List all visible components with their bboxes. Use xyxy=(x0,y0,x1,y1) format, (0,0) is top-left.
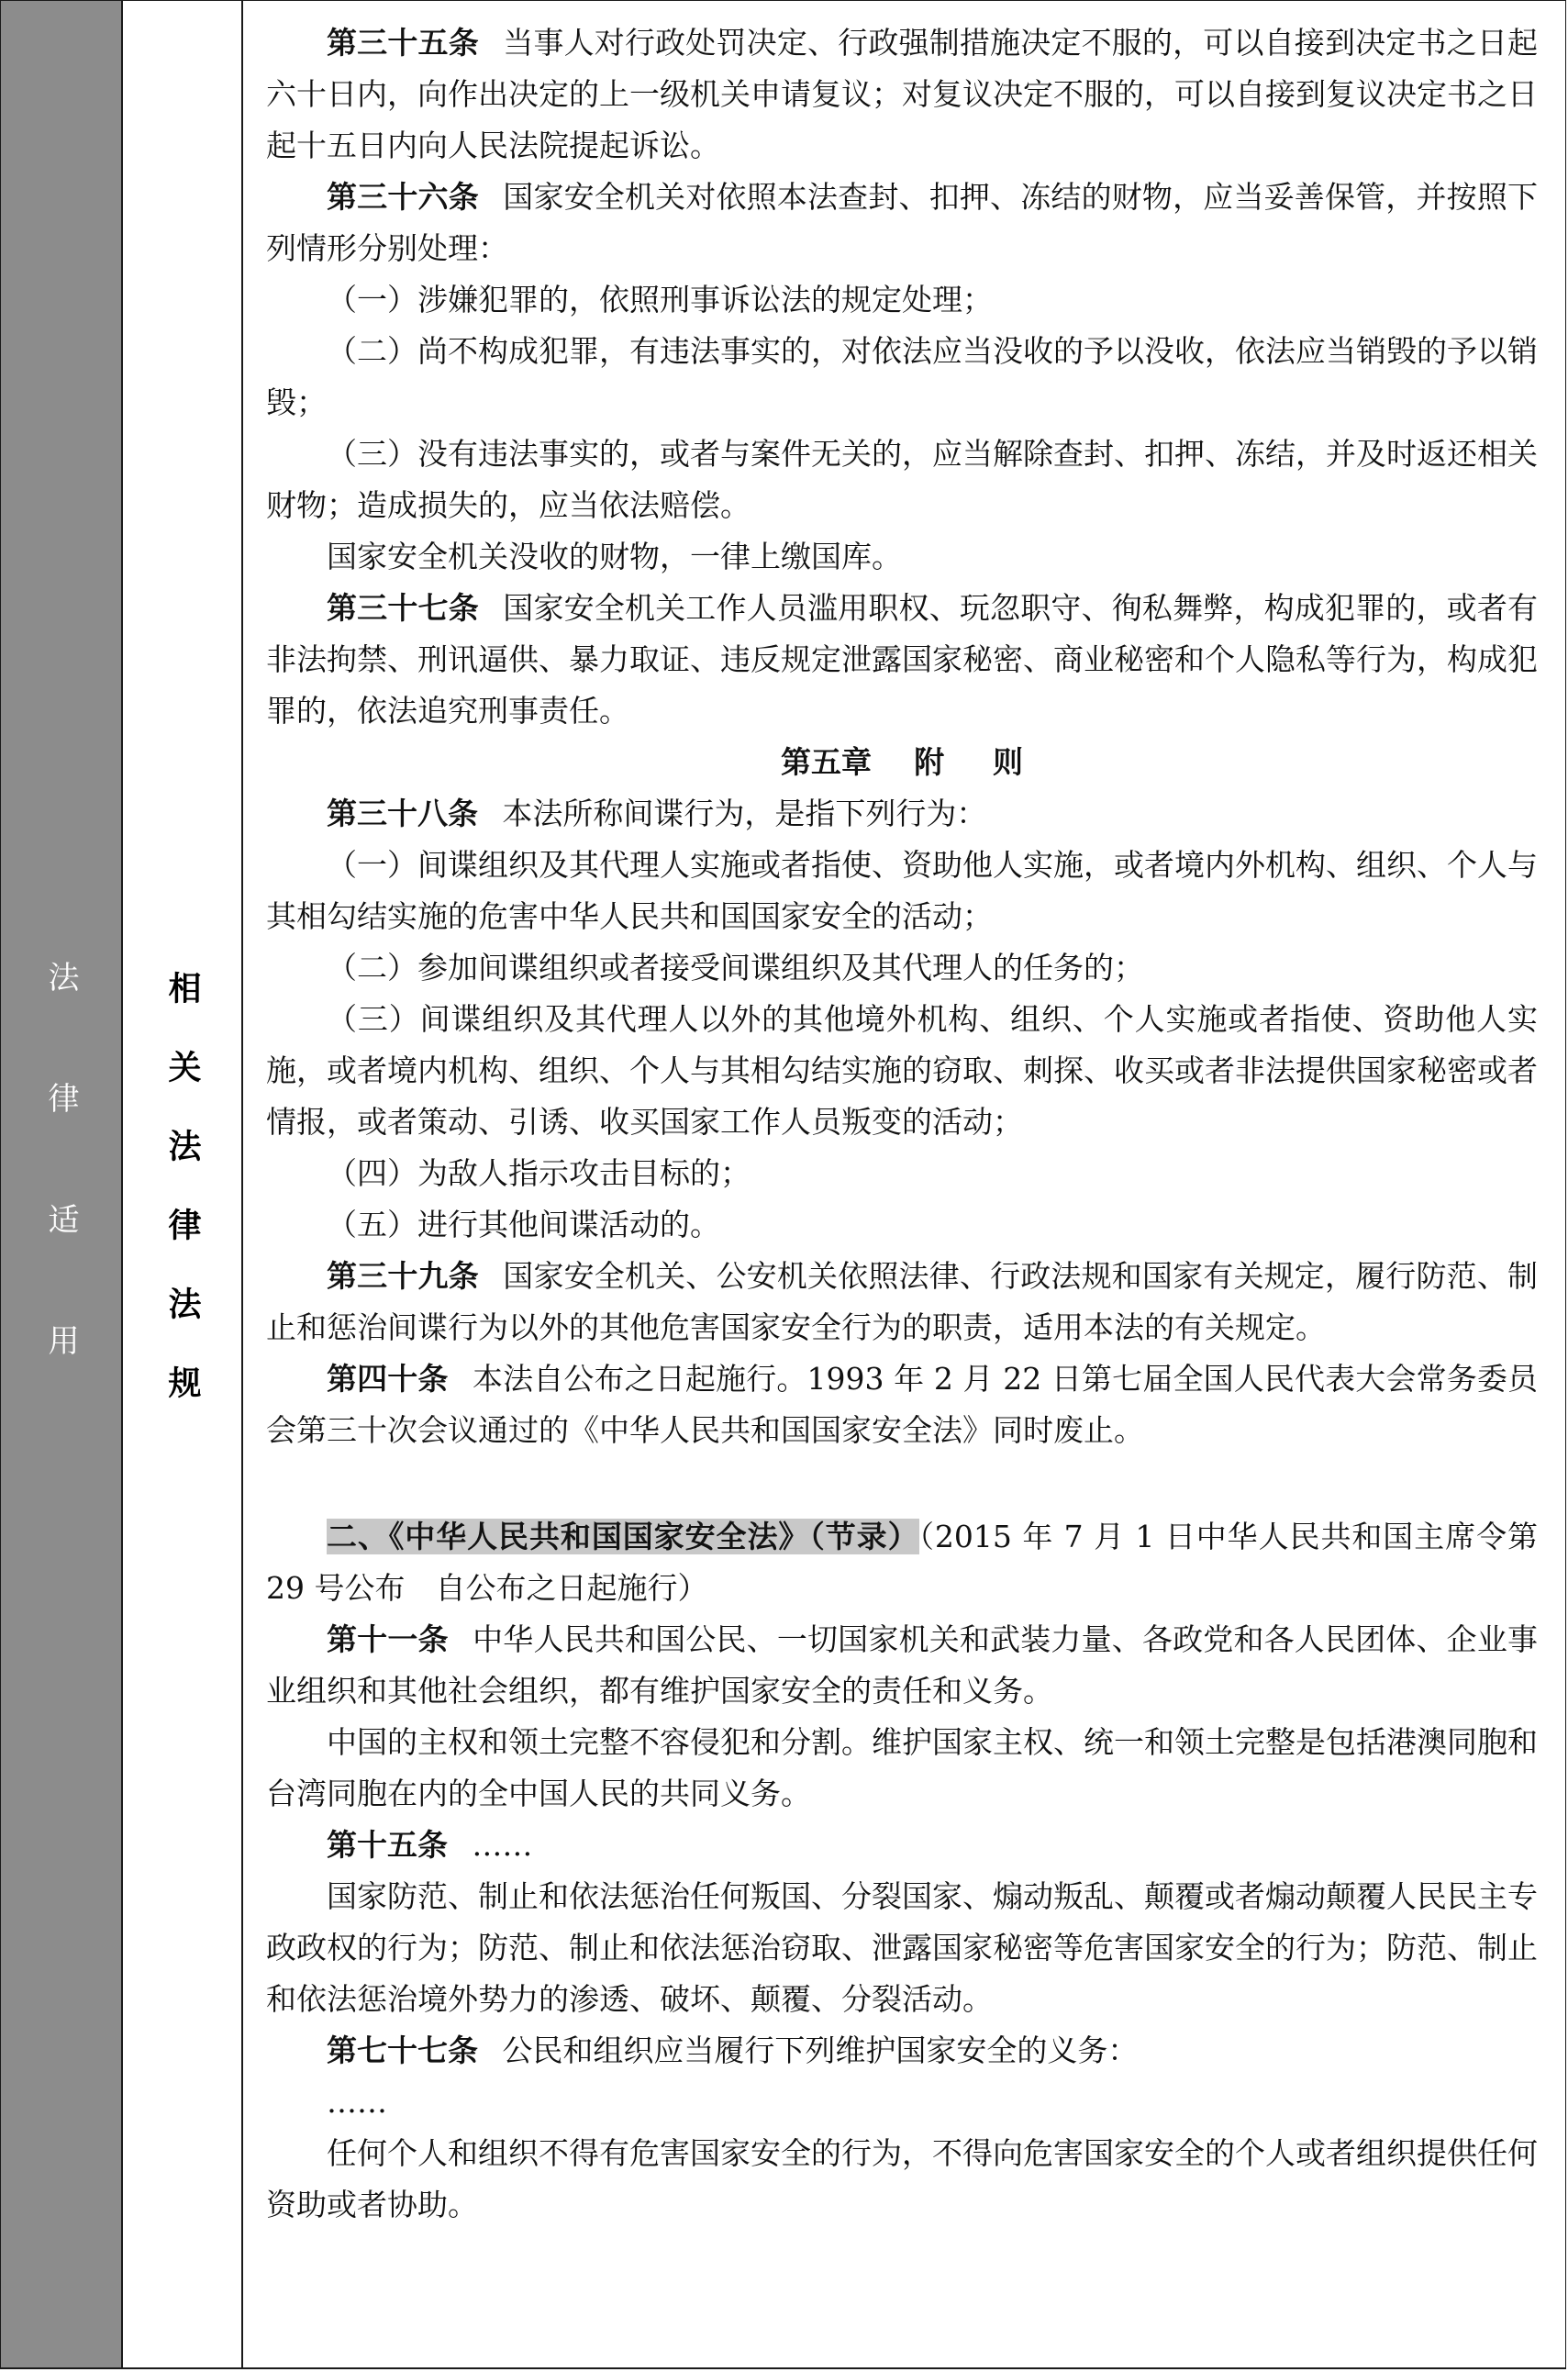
paragraph: …… xyxy=(327,2084,387,2120)
article-paragraph xyxy=(266,1353,1538,1456)
article-paragraph xyxy=(266,172,1538,274)
article-text: 国家安全机关工作人员滥用职权、玩忽职守、徇私舞弊，构成犯罪的，或者有非法拘禁、刑讯逼供、暴力取证、违反规定泄露国家秘密、商业秘密和个人隐私等行为，构成犯罪的，依法追究刑事责任。 xyxy=(266,590,1539,729)
article-number: 第三十五条 xyxy=(327,25,479,61)
chapter-heading-part: 附 xyxy=(914,744,945,780)
paragraph: （一）间谍组织及其代理人实施或者指使、资助他人实施，或者境内外机构、组织、个人与其相勾结实施的危害中华人民共和国国家安全的活动； xyxy=(266,847,1538,934)
article-text: 国家安全机关对依照本法查封、扣押、冻结的财物，应当妥善保管，并按照下列情形分别处理： xyxy=(266,179,1539,266)
article-number: 第七十七条 xyxy=(327,2032,478,2068)
category-label: 法律适用 xyxy=(42,960,79,1445)
paragraph: 中国的主权和领土完整不容侵犯和分割。维护国家主权、统一和领土完整是包括港澳同胞和台湾同胞在内的全中国人民的共同义务。 xyxy=(266,1724,1538,1811)
category-column xyxy=(1,1,123,2367)
article-number: 第三十八条 xyxy=(327,796,478,831)
article-number: 第三十七条 xyxy=(327,590,479,626)
article-text: 公民和组织应当履行下列维护国家安全的义务： xyxy=(502,2032,1139,2068)
section-title-highlight: 二、《中华人民共和国国家安全法》（节录） xyxy=(327,1519,919,1554)
paragraph: （三）间谍组织及其代理人以外的其他境外机构、组织、个人实施或者指使、资助他人实施，或者境内机构、组织、个人与其相勾结实施的窃取、刺探、收买或者非法提供国家秘密或者情报，或者策动、引诱、收买国家工作人员叛变的活动； xyxy=(266,1001,1538,1140)
paragraph: 国家防范、制止和依法惩治任何叛国、分裂国家、煽动叛乱、颠覆或者煽动颠覆人民民主专政政权的行为；防范、制止和依法惩治窃取、泄露国家秘密等危害国家安全的行为；防范、制止和依法惩治境外势力的渗透、破坏、颠覆、分裂活动。 xyxy=(266,1878,1538,2017)
chapter-heading xyxy=(266,737,1538,788)
article-text: …… xyxy=(472,1827,533,1863)
article-paragraph xyxy=(266,1251,1538,1353)
paragraph: （五）进行其他间谍活动的。 xyxy=(327,1207,720,1242)
article-paragraph xyxy=(266,583,1538,737)
article-text: 中华人民共和国公民、一切国家机关和武装力量、各政党和各人民团体、企业事业组织和其他社会组织，都有维护国家安全的责任和义务。 xyxy=(266,1621,1539,1709)
article-text: 本法自公布之日起施行。1993 年 2 月 22 日第七届全国人民代表大会常务委员会第三十次会议通过的《中华人民共和国国家安全法》同时废止。 xyxy=(266,1361,1538,1448)
article-paragraph xyxy=(266,788,1538,840)
paragraph: （二）尚不构成犯罪，有违法事实的，对依法应当没收的予以没收，依法应当销毁的予以销毁； xyxy=(266,333,1538,420)
article-number: 第三十六条 xyxy=(327,179,479,215)
subcategory-label: 相关法律法规 xyxy=(163,970,201,1444)
article-paragraph xyxy=(266,2025,1538,2077)
paragraph: （四）为敌人指示攻击目标的； xyxy=(327,1155,751,1191)
article-paragraph xyxy=(266,1820,1538,1871)
paragraph: （三）没有违法事实的，或者与案件无关的，应当解除查封、扣押、冻结，并及时返还相关财物；造成损失的，应当依法赔偿。 xyxy=(266,436,1538,523)
chapter-heading-part: 则 xyxy=(992,744,1023,780)
article-text: 本法所称间谍行为，是指下列行为： xyxy=(502,796,987,831)
section-spacer xyxy=(266,1456,1538,1511)
article-text: 当事人对行政处罚决定、行政强制措施决定不服的，可以自接到决定书之日起六十日内，向作出决定的上一级机关申请复议；对复议决定不服的，可以自接到复议决定书之日起十五日内向人民法院提起诉讼。 xyxy=(266,25,1539,163)
section-heading xyxy=(266,1511,1538,1614)
article-text: 国家安全机关、公安机关依照法律、行政法规和国家有关规定，履行防范、制止和惩治间谍行为以外的其他危害国家安全行为的职责，适用本法的有关规定。 xyxy=(266,1258,1539,1345)
article-number: 第十一条 xyxy=(327,1621,449,1657)
chapter-heading-part: 第五章 xyxy=(781,744,872,780)
section-note: （2015 年 7 月 1 日中华人民共和国主席令第 29 号公布 自公布之日起施行） xyxy=(266,1519,1538,1606)
article-number: 第十五条 xyxy=(327,1827,448,1863)
paragraph: （二）参加间谍组织或者接受间谍组织及其代理人的任务的； xyxy=(327,950,1144,986)
article-paragraph xyxy=(266,1614,1538,1717)
law-text-content xyxy=(243,1,1565,2367)
paragraph: （一）涉嫌犯罪的，依照刑事诉讼法的规定处理； xyxy=(327,282,993,317)
article-number: 第三十九条 xyxy=(327,1258,479,1294)
paragraph: 任何个人和组织不得有危害国家安全的行为，不得向危害国家安全的个人或者组织提供任何资助或者协助。 xyxy=(266,2135,1538,2222)
article-paragraph xyxy=(266,17,1538,172)
article-number: 第四十条 xyxy=(327,1361,449,1397)
paragraph: 国家安全机关没收的财物，一律上缴国库。 xyxy=(327,539,902,574)
subcategory-column xyxy=(123,1,243,2367)
